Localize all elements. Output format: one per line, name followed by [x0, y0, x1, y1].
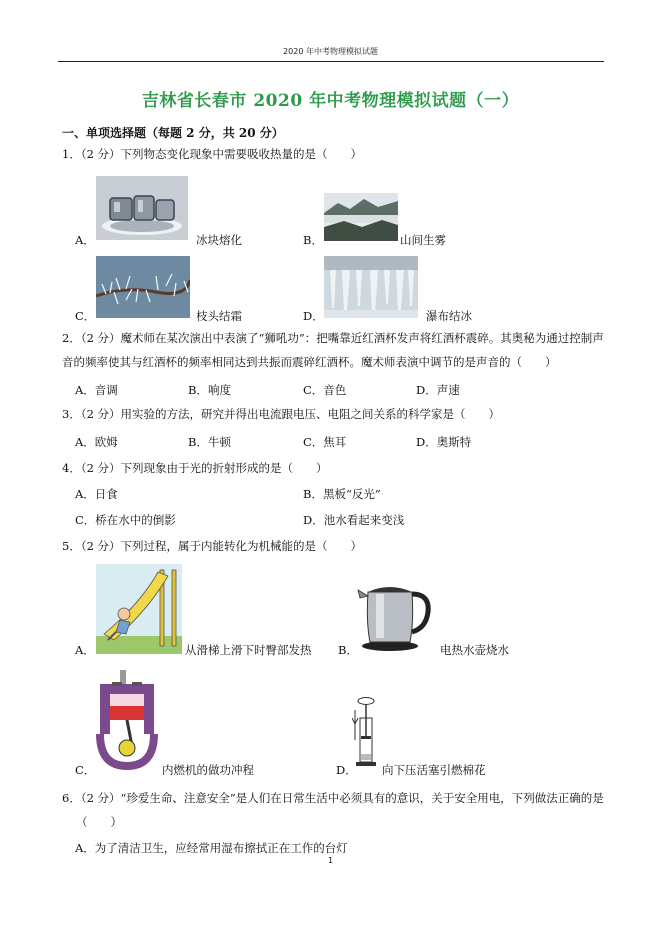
- slide-cartoon: [96, 564, 182, 654]
- q5-option-a-caption: 从滑梯上滑下时臀部发热: [185, 643, 312, 657]
- q5-option-b-letter: B．: [338, 643, 358, 657]
- frozen-waterfall-photo: [324, 256, 418, 318]
- q1-option-b-letter: B．: [303, 233, 323, 247]
- q4-option-b: B．黑板“反光”: [303, 487, 381, 501]
- mountain-fog-photo: [324, 193, 398, 241]
- q1-option-a-letter: A．: [75, 233, 95, 247]
- piston-cotton-ignition: [352, 696, 380, 772]
- question-1-stem: 1．（2 分）下列物态变化现象中需要吸收热量的是（ ）: [62, 147, 363, 161]
- q2-option-c: C．音色: [303, 383, 347, 397]
- q2-option-b: B．响度: [188, 383, 231, 397]
- section-heading: 一、单项选择题（每题 2 分，共 20 分）: [62, 126, 284, 140]
- ice-cubes-melting-photo: [96, 176, 188, 240]
- q5-option-a-letter: A．: [75, 643, 95, 657]
- q4-option-a: A．日食: [75, 487, 118, 501]
- question-6-stem-line2: （ ）: [76, 815, 122, 829]
- engine-power-stroke: [96, 668, 158, 770]
- header-rule: [58, 61, 604, 62]
- q5-option-c-caption: 内燃机的做功冲程: [162, 763, 254, 777]
- page-title: 吉林省长春市 2020 年中考物理模拟试题（一）: [141, 91, 520, 111]
- q1-option-c-letter: C．: [75, 309, 96, 323]
- q3-option-a: A．欧姆: [75, 435, 118, 449]
- q5-option-c-letter: C．: [75, 763, 96, 777]
- q2-option-a: A．音调: [75, 383, 118, 397]
- q5-option-d-letter: D．: [336, 763, 357, 777]
- q1-option-b-caption: 山间生雾: [400, 233, 446, 247]
- q5-option-d-caption: 向下压活塞引燃棉花: [382, 763, 486, 777]
- electric-kettle: [356, 572, 432, 654]
- question-3-stem: 3．（2 分）用实验的方法，研究并得出电流跟电压、电阻之间关系的科学家是（ ）: [62, 407, 501, 421]
- q5-option-b-caption: 电热水壶烧水: [440, 643, 509, 657]
- frost-on-branch-photo: [96, 256, 190, 318]
- q4-option-c: C．桥在水中的倒影: [75, 513, 176, 527]
- question-2-stem-line1: 2．（2 分）魔术师在某次演出中表演了“狮吼功”：把嘴靠近红酒杯发声将红酒杯震碎。其奥秘为通过控制声: [62, 331, 604, 345]
- page-number: 1: [327, 856, 334, 865]
- q3-option-b: B．牛顿: [188, 435, 231, 449]
- q1-option-c-caption: 枝头结霜: [196, 309, 242, 323]
- q1-option-a-caption: 冰块熔化: [196, 233, 242, 247]
- question-5-stem: 5．（2 分）下列过程，属于内能转化为机械能的是（ ）: [62, 539, 363, 553]
- question-2-stem-line2: 音的频率使其与红酒杯的频率相同达到共振而震碎红酒杯。魔术师表演中调节的是声音的（ ）: [62, 355, 557, 369]
- question-4-stem: 4．（2 分）下列现象由于光的折射形成的是（ ）: [62, 461, 328, 475]
- q6-option-a: A．为了清洁卫生，应经常用湿布擦拭正在工作的台灯: [75, 841, 348, 855]
- q3-option-c: C．焦耳: [303, 435, 347, 449]
- q3-option-d: D．奥斯特: [416, 435, 472, 449]
- running-header: 2020 年中考物理模拟试题: [283, 47, 378, 56]
- q4-option-d: D．池水看起来变浅: [303, 513, 405, 527]
- q2-option-d: D．声速: [416, 383, 460, 397]
- q1-option-d-letter: D．: [303, 309, 324, 323]
- q1-option-d-caption: 瀑布结冰: [426, 309, 472, 323]
- question-6-stem-line1: 6．（2 分）“珍爱生命、注意安全”是人们在日常生活中必须具有的意识，关于安全用电，下列做法正确的是: [62, 791, 604, 805]
